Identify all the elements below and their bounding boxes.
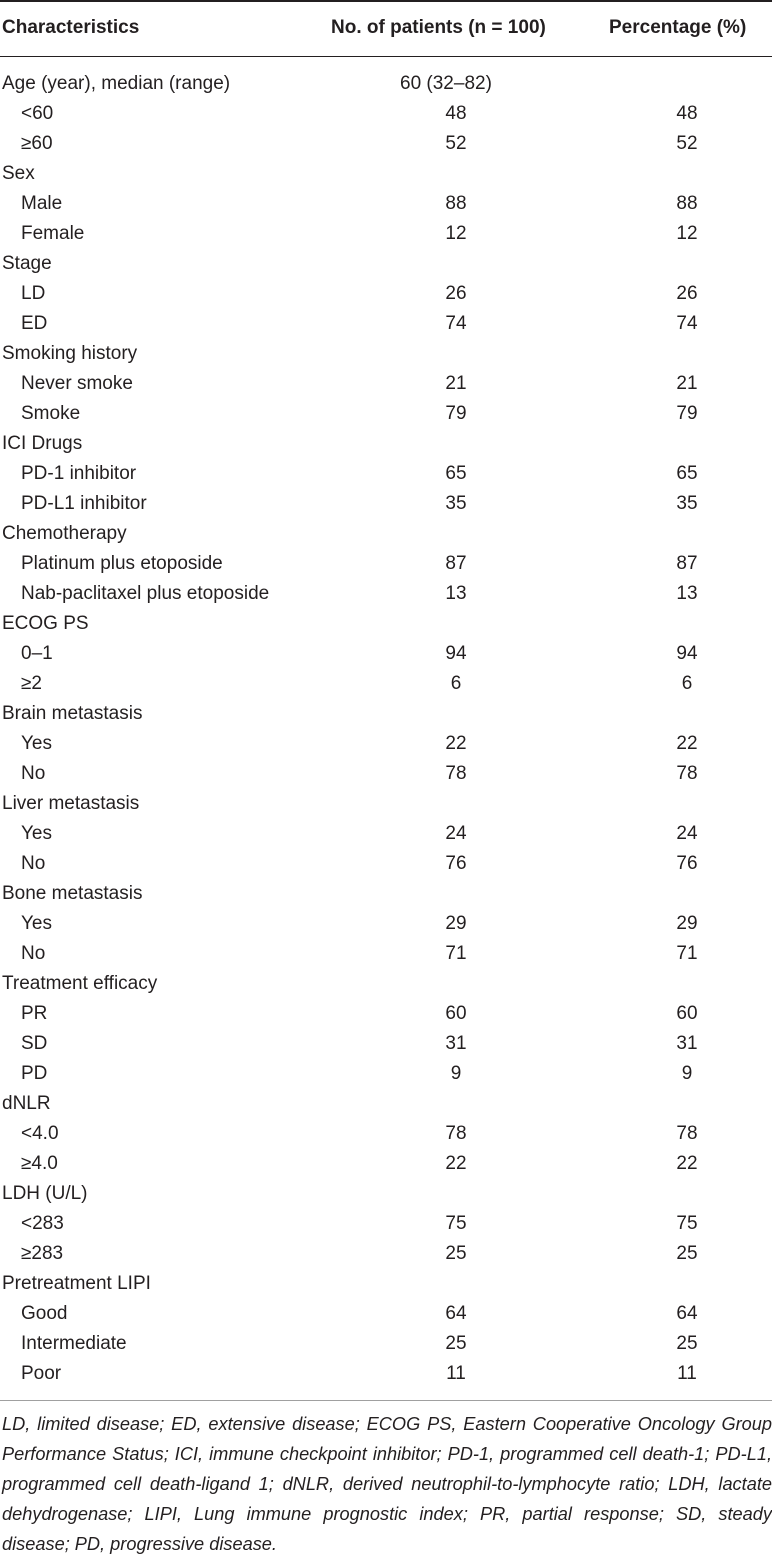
group-row (0, 1089, 772, 1119)
group-row (0, 249, 772, 279)
table-row (0, 669, 772, 699)
table-row (0, 489, 772, 519)
group-row (0, 609, 772, 639)
row-label: Yes (21, 823, 52, 844)
table-row (0, 1209, 772, 1239)
patients-count: 65 (445, 463, 467, 484)
table-row (0, 189, 772, 219)
table-row (0, 729, 772, 759)
table-row (0, 1119, 772, 1149)
table-row (0, 819, 772, 849)
patients-count: 79 (445, 403, 467, 424)
percentage-value: 24 (676, 823, 698, 844)
header-characteristics: Characteristics (2, 17, 140, 38)
group-row (0, 969, 772, 999)
row-label: Treatment efficacy (2, 973, 158, 994)
percentage-value: 31 (676, 1033, 698, 1054)
table-bottom-rule (0, 1400, 772, 1401)
row-label: Sex (2, 163, 35, 184)
patients-count: 12 (445, 223, 467, 244)
table-row (0, 909, 772, 939)
row-label: PD-L1 inhibitor (21, 493, 147, 514)
header-percentage: Percentage (%) (609, 17, 747, 38)
row-label: Brain metastasis (2, 703, 143, 724)
row-label: 0–1 (21, 643, 53, 664)
percentage-value: 11 (677, 1363, 697, 1384)
row-label: Never smoke (21, 373, 133, 394)
percentage-value: 87 (676, 553, 698, 574)
patients-count: 64 (445, 1303, 467, 1324)
patients-count: 60 (32–82) (400, 73, 492, 94)
table-row (0, 69, 772, 99)
row-label: Good (21, 1303, 68, 1324)
row-label: ED (21, 313, 48, 334)
patients-count: 78 (445, 1123, 467, 1144)
row-label: Chemotherapy (2, 523, 127, 544)
patients-count: 48 (445, 103, 467, 124)
table-row (0, 399, 772, 429)
percentage-value: 79 (676, 403, 698, 424)
row-label: Nab-paclitaxel plus etoposide (21, 583, 270, 604)
percentage-value: 35 (676, 493, 698, 514)
percentage-value: 22 (676, 1153, 698, 1174)
group-row (0, 789, 772, 819)
table-row (0, 459, 772, 489)
row-label: Female (21, 223, 85, 244)
row-label: <4.0 (21, 1123, 59, 1144)
patients-count: 25 (445, 1333, 467, 1354)
patients-count: 52 (445, 133, 467, 154)
patients-count: 60 (445, 1003, 467, 1024)
table-row (0, 279, 772, 309)
group-row (0, 879, 772, 909)
header-no-of-patients: No. of patients (n = 100) (331, 17, 546, 38)
table-body (0, 69, 772, 1389)
table-row (0, 1029, 772, 1059)
table-header (0, 0, 772, 56)
row-label: Yes (21, 913, 52, 934)
row-label: PD (21, 1063, 48, 1084)
row-label: ≥60 (21, 133, 53, 154)
row-label: ≥283 (21, 1243, 64, 1264)
header-rule (0, 56, 772, 57)
patients-count: 26 (445, 283, 467, 304)
patients-count: 71 (445, 943, 467, 964)
patients-count: 29 (445, 913, 467, 934)
row-label: PD-1 inhibitor (21, 463, 137, 484)
row-label: Smoking history (2, 343, 138, 364)
group-row (0, 519, 772, 549)
percentage-value: 25 (676, 1333, 698, 1354)
row-label: SD (21, 1033, 48, 1054)
row-label: <283 (21, 1213, 64, 1234)
table-row (0, 129, 772, 159)
patients-count: 94 (445, 643, 467, 664)
patients-count: 78 (445, 763, 467, 784)
percentage-value: 6 (681, 673, 693, 694)
patients-count: 11 (446, 1363, 466, 1384)
row-label: Liver metastasis (2, 793, 140, 814)
patients-count: 35 (445, 493, 467, 514)
group-row (0, 339, 772, 369)
group-row (0, 1269, 772, 1299)
row-label: No (21, 943, 46, 964)
percentage-value: 78 (676, 1123, 698, 1144)
row-label: ECOG PS (2, 613, 89, 634)
table-row (0, 1359, 772, 1389)
percentage-value: 9 (681, 1063, 693, 1084)
table-row (0, 369, 772, 399)
percentage-value: 94 (676, 643, 698, 664)
row-label: Pretreatment LIPI (2, 1273, 151, 1294)
patients-count: 22 (445, 1153, 467, 1174)
row-label: Stage (2, 253, 52, 274)
percentage-value: 64 (676, 1303, 698, 1324)
row-label: Bone metastasis (2, 883, 143, 904)
row-label: LD (21, 283, 46, 304)
row-label: ≥2 (21, 673, 42, 694)
row-label: PR (21, 1003, 48, 1024)
percentage-value: 65 (676, 463, 698, 484)
group-row (0, 1179, 772, 1209)
table-row (0, 639, 772, 669)
row-label: No (21, 853, 46, 874)
table-row (0, 1299, 772, 1329)
table-row (0, 219, 772, 249)
patients-count: 87 (445, 553, 467, 574)
patients-count: 88 (445, 193, 467, 214)
patients-count: 24 (445, 823, 467, 844)
percentage-value: 74 (676, 313, 698, 334)
percentage-value: 88 (676, 193, 698, 214)
table-row (0, 939, 772, 969)
patients-count: 6 (450, 673, 462, 694)
group-row (0, 699, 772, 729)
row-label: <60 (21, 103, 54, 124)
table-row (0, 759, 772, 789)
table-row (0, 849, 772, 879)
patients-count: 9 (450, 1063, 462, 1084)
percentage-value: 52 (676, 133, 698, 154)
row-label: Male (21, 193, 63, 214)
patients-count: 31 (445, 1033, 467, 1054)
percentage-value: 12 (676, 223, 698, 244)
table-row (0, 309, 772, 339)
table-row (0, 1329, 772, 1359)
table-row (0, 549, 772, 579)
row-label: ICI Drugs (2, 433, 83, 454)
patients-count: 21 (445, 373, 467, 394)
percentage-value: 48 (676, 103, 698, 124)
patients-count: 22 (445, 733, 467, 754)
row-label: Platinum plus etoposide (21, 553, 223, 574)
row-label: dNLR (2, 1093, 51, 1114)
row-label: LDH (U/L) (2, 1183, 88, 1204)
percentage-value: 13 (676, 583, 698, 604)
row-label: Intermediate (21, 1333, 127, 1354)
row-label: ≥4.0 (21, 1153, 58, 1174)
table-row (0, 1059, 772, 1089)
row-label: No (21, 763, 46, 784)
table-row (0, 99, 772, 129)
percentage-value: 71 (676, 943, 698, 964)
percentage-value: 75 (676, 1213, 698, 1234)
percentage-value: 25 (676, 1243, 698, 1264)
percentage-value: 21 (676, 373, 698, 394)
group-row (0, 429, 772, 459)
row-label: Yes (21, 733, 52, 754)
patients-count: 75 (445, 1213, 467, 1234)
percentage-value: 76 (676, 853, 698, 874)
patients-count: 76 (445, 853, 467, 874)
row-label: Age (year), median (range) (2, 73, 231, 94)
row-label: Poor (21, 1363, 62, 1384)
percentage-value: 22 (676, 733, 698, 754)
percentage-value: 78 (676, 763, 698, 784)
table-row (0, 1239, 772, 1269)
patients-count: 74 (445, 313, 467, 334)
table-row (0, 579, 772, 609)
percentage-value: 26 (676, 283, 698, 304)
table-row (0, 999, 772, 1029)
table-row (0, 1149, 772, 1179)
patients-count: 25 (445, 1243, 467, 1264)
row-label: Smoke (21, 403, 81, 424)
percentage-value: 29 (676, 913, 698, 934)
table-footnote: LD, limited disease; ED, extensive disease; ECOG PS, Eastern Cooperative Oncology Group Performance Status; ICI, immune checkpoint inhibitor; PD-1, programmed cell death-1; PD-L1, programmed cell death-ligand 1; dNLR, derived neutrophil-to-lymphocyte ratio; LDH, lactate dehydrogenase; LIPI, Lung immune prognostic index; PR, partial response; SD, steady disease; PD, progressive disease. (2, 1414, 772, 1554)
percentage-value: 60 (676, 1003, 698, 1024)
patients-count: 13 (445, 583, 467, 604)
group-row (0, 159, 772, 189)
